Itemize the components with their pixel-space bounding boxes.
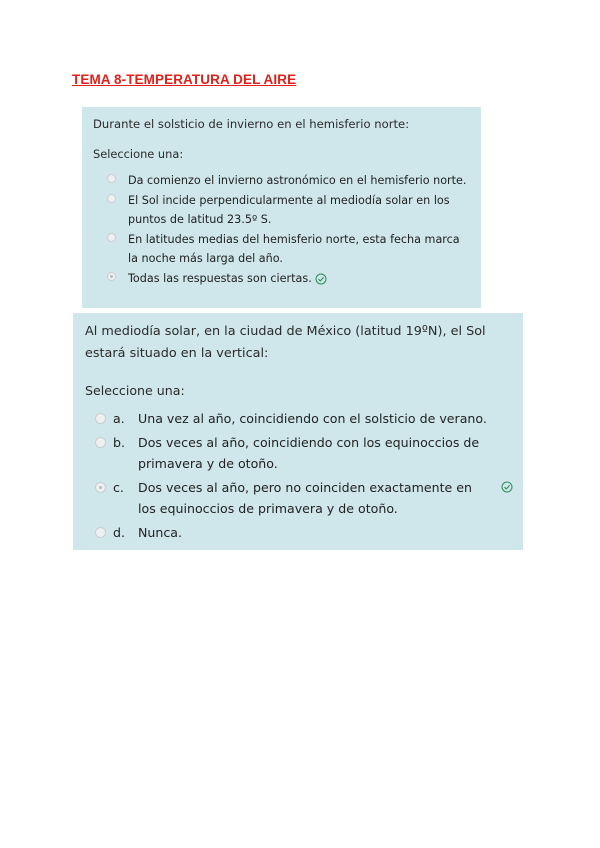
question-1-option[interactable] — [92, 269, 471, 288]
option-text: Nunca. — [138, 525, 183, 540]
question-2-option[interactable] — [85, 477, 513, 519]
option-text: Dos veces al año, pero no coinciden exactamente en los equinoccios de primavera y de otoño. — [138, 480, 473, 516]
question-1-options — [92, 171, 471, 288]
check-circle-icon — [315, 273, 327, 285]
radio-button[interactable] — [107, 194, 116, 203]
radio-button[interactable] — [95, 527, 106, 538]
question-1-panel — [82, 107, 481, 308]
radio-button[interactable] — [95, 413, 106, 424]
option-letter: c. — [113, 480, 124, 495]
check-circle-icon — [501, 481, 513, 493]
option-text: Una vez al año, coincidiendo con el solsticio de verano. — [138, 411, 487, 426]
option-text: El Sol incide perpendicularmente al mediodía solar en los puntos de latitud 23.5º S. — [128, 194, 450, 226]
question-2-panel — [73, 313, 523, 550]
question-2-option[interactable] — [85, 522, 513, 543]
radio-button[interactable] — [95, 437, 106, 448]
question-1-text: Durante el solsticio de invierno en el hemisferio norte: — [93, 117, 410, 131]
question-1-select-label: Seleccione una: — [93, 147, 184, 161]
question-1-option[interactable] — [92, 171, 471, 190]
radio-button-selected[interactable] — [107, 272, 116, 281]
option-letter: d. — [113, 525, 125, 540]
radio-button[interactable] — [107, 174, 116, 183]
radio-button[interactable] — [107, 233, 116, 242]
option-text: Dos veces al año, coincidiendo con los equinoccios de primavera y de otoño. — [138, 435, 480, 471]
page-title: TEMA 8-TEMPERATURA DEL AIRE — [72, 72, 297, 87]
option-text: Da comienzo el invierno astronómico en el hemisferio norte. — [128, 174, 467, 187]
option-letter: b. — [113, 435, 125, 450]
option-text: En latitudes medias del hemisferio norte, esta fecha marca la noche más larga del año. — [128, 233, 460, 265]
radio-button-selected[interactable] — [95, 482, 106, 493]
question-2-option[interactable] — [85, 432, 513, 474]
question-2-option[interactable] — [85, 408, 513, 429]
question-2-select-label: Seleccione una: — [85, 383, 185, 398]
question-1-option[interactable] — [92, 191, 471, 229]
question-2-options — [85, 408, 513, 543]
question-1-option[interactable] — [92, 230, 471, 268]
question-2-text: Al mediodía solar, en la ciudad de México (latitud 19ºN), el Sol estará situado en la vertical: — [85, 324, 486, 361]
option-text: Todas las respuestas son ciertas. — [128, 272, 312, 285]
option-letter: a. — [113, 411, 125, 426]
